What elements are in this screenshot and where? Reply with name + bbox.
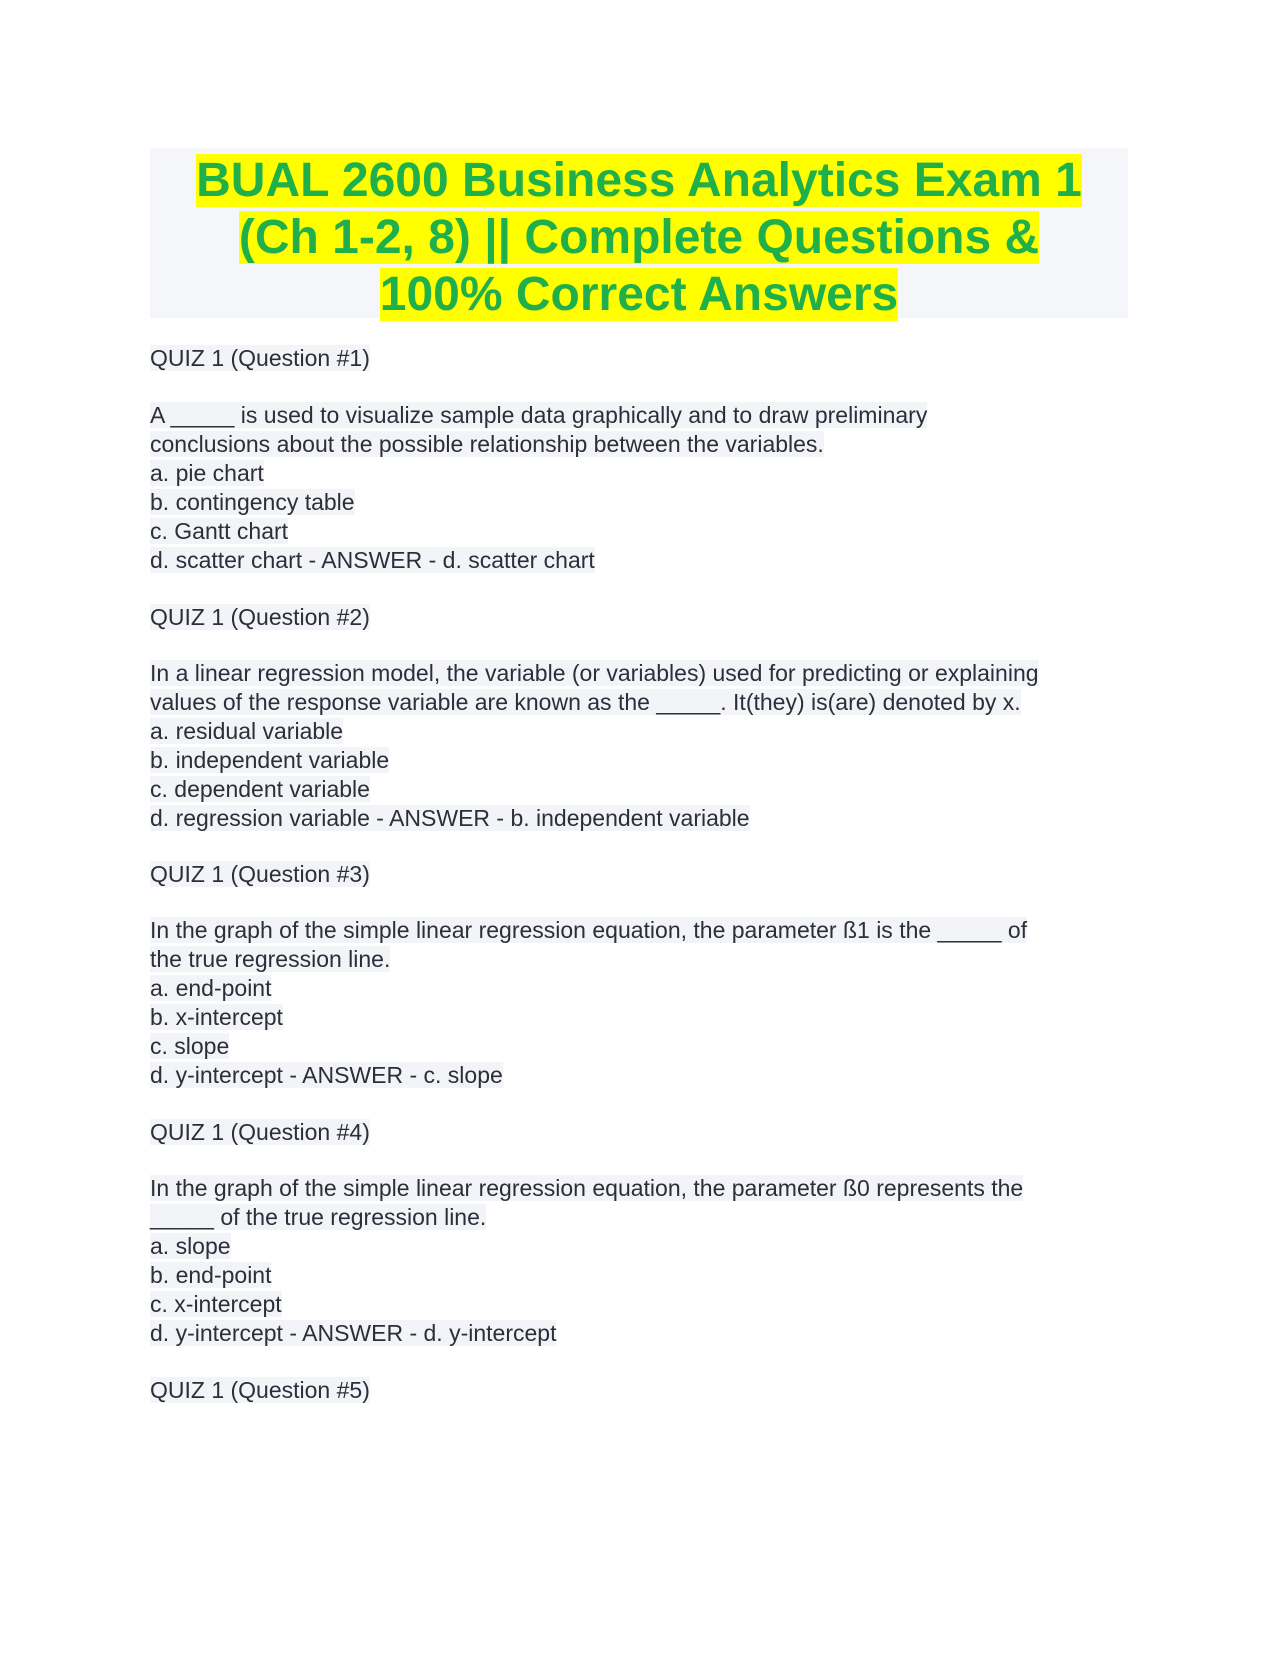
title-line-3: 100% Correct Answers bbox=[379, 268, 899, 321]
questions-list bbox=[150, 344, 1128, 1405]
answer-option-with-answer: d. regression variable - ANSWER - b. independent variable bbox=[150, 805, 750, 831]
question-text-line: conclusions about the possible relationship between the variables. bbox=[150, 431, 824, 457]
question-heading: QUIZ 1 (Question #3) bbox=[150, 861, 370, 887]
question-text-line: values of the response variable are known as the _____. It(they) is(are) denoted by x. bbox=[150, 689, 1021, 715]
answer-option: c. slope bbox=[150, 1033, 230, 1059]
question-block bbox=[150, 344, 1128, 575]
title-line-1: BUAL 2600 Business Analytics Exam 1 bbox=[196, 154, 1082, 207]
answer-option: c. Gantt chart bbox=[150, 518, 289, 544]
answer-option: c. x-intercept bbox=[150, 1291, 282, 1317]
answer-option: a. slope bbox=[150, 1233, 231, 1259]
question-block bbox=[150, 1376, 1128, 1405]
answer-option: b. contingency table bbox=[150, 489, 355, 515]
answer-option: b. end-point bbox=[150, 1262, 272, 1288]
question-text-line: In the graph of the simple linear regression equation, the parameter ß0 represents the bbox=[150, 1175, 1024, 1201]
question-block bbox=[150, 1118, 1128, 1348]
answer-option: b. x-intercept bbox=[150, 1004, 283, 1030]
question-text-line: In a linear regression model, the variable (or variables) used for predicting or explaining bbox=[150, 660, 1039, 686]
answer-option-with-answer: d. y-intercept - ANSWER - c. slope bbox=[150, 1062, 503, 1088]
question-text-line: the true regression line. bbox=[150, 946, 391, 972]
question-text-line: In the graph of the simple linear regression equation, the parameter ß1 is the _____ of bbox=[150, 917, 1028, 943]
answer-option-with-answer: d. y-intercept - ANSWER - d. y-intercept bbox=[150, 1320, 557, 1346]
document-page bbox=[150, 148, 1128, 1405]
document-title bbox=[156, 152, 1122, 323]
question-heading: QUIZ 1 (Question #4) bbox=[150, 1119, 370, 1145]
question-heading: QUIZ 1 (Question #2) bbox=[150, 604, 370, 630]
question-text-line: _____ of the true regression line. bbox=[150, 1204, 487, 1230]
answer-option-with-answer: d. scatter chart - ANSWER - d. scatter chart bbox=[150, 547, 595, 573]
answer-option: b. independent variable bbox=[150, 747, 390, 773]
answer-option: a. residual variable bbox=[150, 718, 344, 744]
question-block bbox=[150, 603, 1128, 833]
question-heading: QUIZ 1 (Question #1) bbox=[150, 345, 370, 371]
title-block bbox=[150, 148, 1128, 321]
question-heading: QUIZ 1 (Question #5) bbox=[150, 1377, 370, 1403]
question-text-line: A _____ is used to visualize sample data graphically and to draw preliminary bbox=[150, 402, 928, 428]
answer-option: a. pie chart bbox=[150, 460, 264, 486]
question-block bbox=[150, 860, 1128, 1090]
answer-option: a. end-point bbox=[150, 975, 272, 1001]
answer-option: c. dependent variable bbox=[150, 776, 370, 802]
title-line-2: (Ch 1-2, 8) || Complete Questions & bbox=[238, 211, 1040, 264]
